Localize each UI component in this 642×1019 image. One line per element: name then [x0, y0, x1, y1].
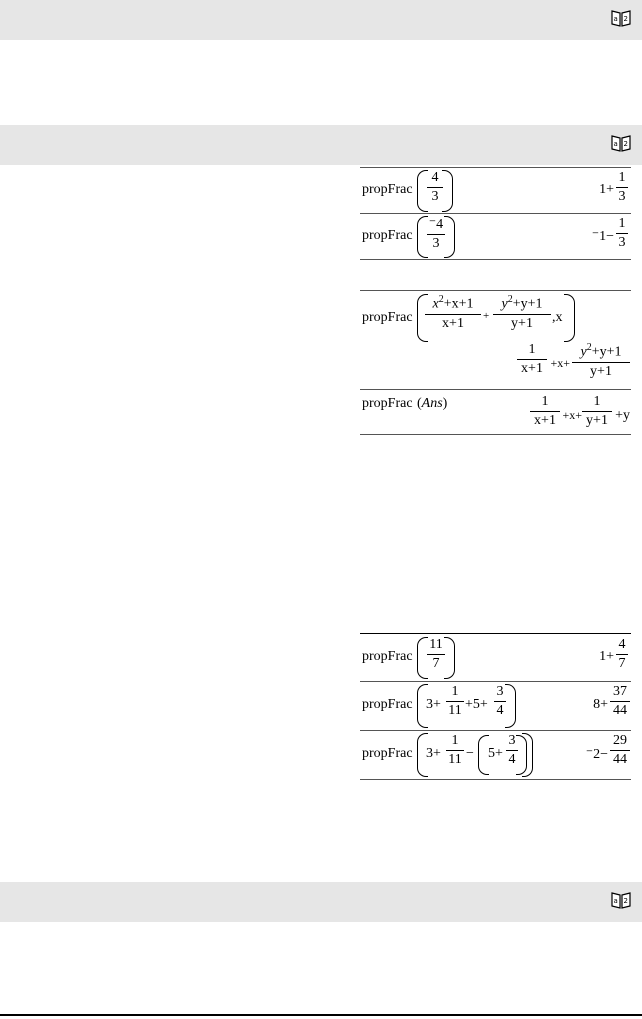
- svg-text:2: 2: [623, 15, 628, 23]
- svg-text:a: a: [613, 140, 618, 148]
- rule: [360, 434, 631, 435]
- svg-text:2: 2: [623, 897, 628, 905]
- example-1-row-2-input: propFrac ⁻4 3: [362, 216, 512, 258]
- rule: [360, 290, 631, 291]
- example-2-row-1-input: propFrac $x^2+x+1$ x+1 + $y^2+y+1$ y+1 ,x: [362, 294, 582, 342]
- paren-right: [442, 170, 453, 212]
- rule: [360, 259, 631, 260]
- svg-text:2: 2: [623, 140, 628, 148]
- example-3-row-2-result: 8+ 37 44: [560, 684, 630, 728]
- page-bottom-rule: [0, 1014, 642, 1016]
- svg-text:a: a: [613, 15, 618, 23]
- rule: [360, 213, 631, 214]
- rule: [360, 779, 631, 780]
- example-2-row-2-input: propFrac (Ans): [362, 396, 448, 411]
- example-2-row-1-result: 1 x+1 +x+ $y^2+y+1$ y+1: [510, 342, 630, 388]
- book-icon[interactable]: [610, 8, 632, 28]
- example-3-row-2-input: propFrac 3+ 1 11 +5+ 3 4: [362, 684, 532, 728]
- example-3-row-1-input: propFrac 11 7: [362, 637, 512, 679]
- rule: [360, 633, 631, 634]
- svg-text:a: a: [613, 897, 618, 905]
- example-2-row-2-result: 1 x+1 +x+ 1 y+1 +y: [520, 394, 630, 438]
- example-3-row-1-result: 1+ 4 7: [560, 637, 630, 679]
- rule: [360, 389, 631, 390]
- func-name: propFrac: [362, 182, 413, 197]
- rule: [360, 730, 631, 731]
- example-1-row-1-result: 1+ 1 3: [560, 170, 630, 212]
- example-1-row-1-input: [362, 170, 512, 212]
- header-bar-1: [0, 0, 642, 40]
- rule: [360, 681, 631, 682]
- fraction: 4 3: [427, 170, 443, 205]
- header-bar-2: [0, 125, 642, 165]
- header-bar-3: [0, 882, 642, 922]
- book-icon[interactable]: [610, 890, 632, 910]
- book-icon[interactable]: [610, 133, 632, 153]
- example-3-row-3-result: ⁻2− 29 44: [560, 733, 630, 777]
- rule: [360, 167, 631, 168]
- example-1-row-2-result: ⁻1− 1 3: [560, 216, 630, 258]
- example-3-row-3-input: propFrac 3+ 1 11 − 5+ 3 4: [362, 733, 542, 777]
